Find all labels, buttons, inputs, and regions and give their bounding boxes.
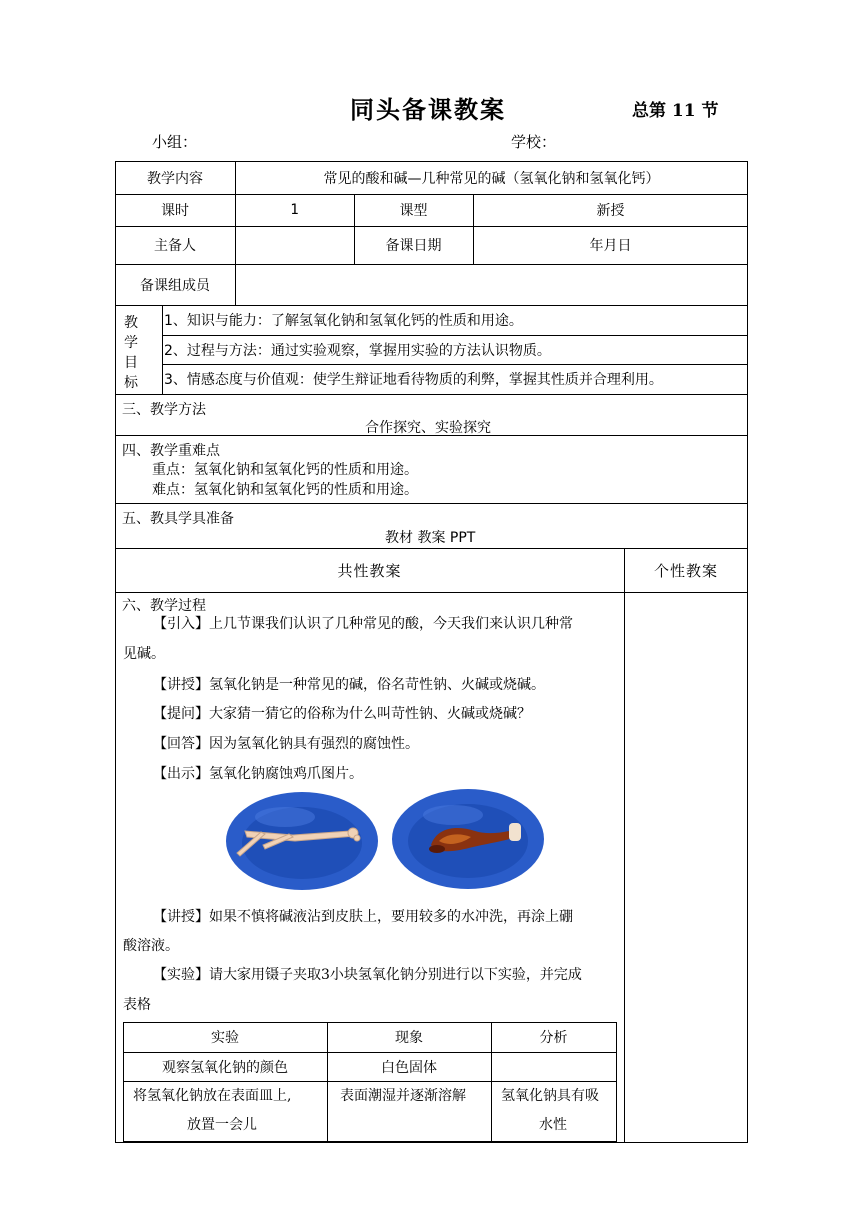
goals-label-char-4: 标: [124, 375, 138, 391]
content-value: 常见的酸和碱—几种常见的碱（氢氧化钠和氢氧化钙）: [323, 170, 660, 187]
methods-content: 合作探究、实验探究: [365, 420, 491, 436]
goal-item-1: 1、知识与能力：了解氢氧化钠和氢氧化钙的性质和用途。: [164, 313, 523, 329]
exp-header-analysis: 分析: [539, 1030, 568, 1046]
process-experiment-line2: 表格: [123, 997, 151, 1013]
key-point-focus: 重点：氢氧化钠和氢氧化钙的性质和用途。: [152, 462, 418, 478]
content-label: 教学内容: [147, 170, 203, 187]
exp-row2-phenomenon: 表面潮湿并逐渐溶解: [340, 1088, 466, 1104]
exp-row1-phenomenon: 白色固体: [381, 1059, 437, 1076]
process-lecture-2-line2: 酸溶液。: [123, 938, 179, 954]
process-question: 【提问】大家猜一猜它的俗称为什么叫苛性钠、火碱或烧碱？: [153, 706, 531, 722]
exp-row1-experiment: 观察氢氧化钠的颜色: [162, 1059, 288, 1076]
exp-row2-analysis-line2: 水性: [539, 1117, 567, 1133]
exp-row2-analysis-line1: 氢氧化钠具有吸: [501, 1088, 599, 1104]
preparer-value: [235, 226, 354, 264]
goals-label-char-3: 目: [124, 355, 138, 371]
process-lecture-1: 【讲授】氢氧化钠是一种常见的碱，俗名苛性钠、火碱或烧碱。: [153, 677, 545, 693]
process-lecture-2-line1: 【讲授】如果不慎将碱液沾到皮肤上，要用较多的水冲洗，再涂上硼: [153, 909, 573, 925]
exp-row2-experiment-line1: 将氢氧化钠放在表面皿上,: [133, 1088, 292, 1104]
individual-plan-header: 个性教案: [653, 561, 718, 580]
exp-header-experiment: 实验: [211, 1030, 239, 1046]
lesson-plan-table: [115, 161, 748, 1143]
goals-label-char-1: 教: [124, 315, 138, 331]
goal-item-3: 3、情感态度与价值观：使学生辩证地看待物质的利弊，掌握其性质并合理利用。: [164, 372, 663, 388]
goal-item-2: 2、过程与方法：通过实验观察，掌握用实验的方法认识物质。: [164, 343, 551, 359]
common-plan-header: 共性教案: [337, 561, 402, 580]
materials-content: 教材 教案 PPT: [385, 530, 476, 546]
hours-value: 1: [290, 202, 299, 218]
key-point-difficulty: 难点：氢氧化钠和氢氧化钙的性质和用途。: [152, 482, 418, 498]
group-label: 小组：: [152, 133, 198, 151]
hours-label: 课时: [161, 203, 189, 219]
members-label: 备课组成员: [140, 277, 210, 294]
prep-date-label: 备课日期: [385, 238, 442, 254]
process-intro-line1: 【引入】上几节课我们认识了几种常见的酸，今天我们来认识几种常: [153, 616, 573, 632]
process-heading: 六、教学过程: [122, 598, 206, 614]
process-intro-line2: 见碱。: [123, 646, 165, 662]
corroded-chicken-feet-image: [225, 787, 545, 893]
key-points-heading: 四、教学重难点: [122, 443, 220, 459]
process-answer: 【回答】因为氢氧化钠具有强烈的腐蚀性。: [153, 736, 419, 752]
document-title: 同头备课教案: [350, 96, 506, 124]
preparer-label: 主备人: [154, 238, 196, 254]
materials-heading: 五、教具学具准备: [122, 511, 234, 527]
school-label: 学校：: [511, 133, 557, 151]
goals-label-char-2: 学: [124, 335, 138, 351]
exp-row1-analysis: [491, 1052, 616, 1081]
section-number: 总第 11 节: [632, 101, 719, 121]
type-label: 课型: [399, 203, 428, 219]
prep-date-value: 年月日: [589, 238, 632, 254]
exp-row2-experiment-line2: 放置一会儿: [187, 1117, 257, 1133]
process-show: 【出示】氢氧化钠腐蚀鸡爪图片。: [153, 766, 363, 782]
process-experiment-line1: 【实验】请大家用镊子夹取3小块氢氧化钠分别进行以下实验，并完成: [153, 967, 582, 983]
methods-heading: 三、教学方法: [122, 402, 206, 418]
type-value: 新授: [596, 203, 625, 219]
exp-header-phenomenon: 现象: [395, 1030, 423, 1046]
